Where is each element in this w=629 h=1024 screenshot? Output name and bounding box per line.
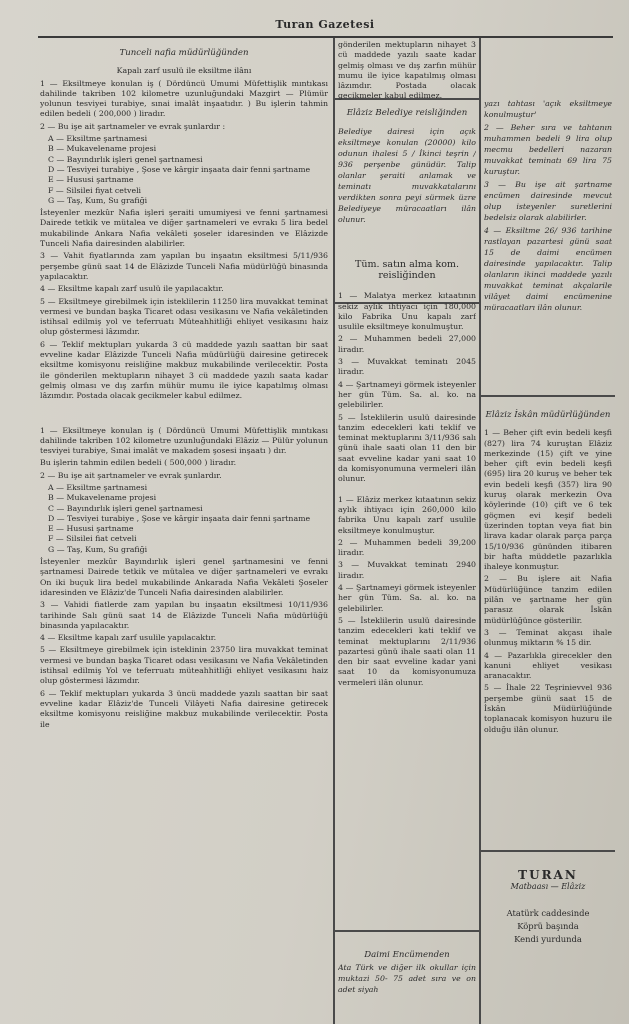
list-item: C — Bayındırlık işleri genel şartnamesi — [48, 503, 203, 513]
tunceli-heading: Tunceli nafia müdürlüğünden — [119, 48, 249, 58]
notice2-item-6: 6 — Teklif mektupları yukarda 3 üncü maddede yazılı saattan bir saat evveline kadar Elâziz'de Tunceli Vilâyeti Nafia dairesine getirecek eksiltme komisyonu reisliğine makbuz mukabilinde verilecektir. Posta ile — [40, 688, 328, 729]
turan-address-line: Kendi yurdunda — [514, 933, 582, 944]
notice2-doc-list — [40, 483, 328, 555]
iskan-block — [484, 406, 612, 737]
notice1-item-4: 4 — Eksiltme kapalı zarf usulü ile yapılacaktır. — [40, 284, 224, 294]
list-item: A — Eksiltme şartnamesi — [48, 482, 148, 492]
list-item: B — Mukavelename projesi — [48, 493, 157, 503]
notice2-item-3: 3 — Vahidi fiatlerde zam yapılan bu inşaatın eksiltmesi 10/11/936 tarihinde Salı günü saat 14 de Elâzizde Tunceli Nafia müdürlüğü binasında yapılacaktır. — [40, 600, 328, 630]
tahta-continuation: yazı tahtası 'açık eksiltmeye konulmuştur' — [484, 99, 612, 119]
list-item: F — Silsilei fiat cetveli — [48, 534, 137, 544]
turan-title: TURAN — [518, 868, 578, 882]
continuation-text: gönderilen mektupların nihayet 3 cü maddede yazılı saate kadar gelmiş olması ve dış zarfın mühür mumu ile iyice kapatılmış olması lâzımdır. Postada olacak gecikmeler kabul edilmez. — [338, 40, 476, 101]
list-item: 4 — Şartnameyi görmek isteyenler her gün Tüm. Sa. al. ko. na gelebilirler. — [338, 379, 476, 410]
list-item: G — Taş, Kum, Su grafiği — [48, 544, 148, 554]
notice1-doc-list — [40, 134, 328, 206]
spacer — [40, 404, 328, 426]
spacer — [338, 227, 476, 253]
belediye-heading: Elâziz Belediye reisliğinden — [346, 108, 468, 118]
notice1-intro: Kapalı zarf usulü ile eksiltme ilânı — [116, 66, 252, 76]
turan-address-line: Atatürk caddesinde — [506, 907, 590, 918]
list-item: 5 — İsteklilerin usulü dairesinde tanzim edecekleri kati teklif ve teminat mektuplarını 2/11/936 pazartesi günü ihale saati olan 11 den bir saat evveline kadar yani saat 10 da komisyonumuza vermeleri ilân olunur. — [338, 615, 476, 687]
masthead-rule — [38, 36, 613, 38]
list-item: 4 — Şartnameyi görmek isteyenler her gün Tüm. Sa. al. ko. na gelebilirler. — [338, 583, 476, 613]
notice1-item-1: 1 — Eksiltmeye konulan iş ( Dördüncü Umumi Müfettişlik mıntıkası dahilinde takriben 102 kilometre uzunluğundaki Mazgirt — Plümür yolunun tesviyei turabiye, sınai imalât inşaatıdır. ) Bu işlerin tahmin edilen bedeli ( 200,000 ) liradır. — [40, 78, 328, 119]
list-item: 3 — Muvakkat teminatı 2940 liradır. — [338, 560, 476, 580]
list-item: G — Taş, Kum, Su grafiği — [48, 195, 148, 205]
list-item: 2 — Bu işlere ait Nafia Müdürlüğünce tanzim edilen pilân ve şartname her gün parasız olarak İskân müdürlüğünce gösterilir. — [484, 574, 612, 625]
notice1-item-6: 6 — Teklif mektupları yukarda 3 cü maddede yazılı saattan bir saat evveline kadar Elâzizde Tunceli Nafia müdürlüğü dairesine getirecek eksiltme komisyonu reisliğine makbuz mukabilinde verilecektir. Posta ile gönderilen mektupların nihayet 3 cü maddede yazılı saata kadar gelmiş olması ve dış zarfın mühür mumu ile iyice kapatılmış olması lâzımdır. Postada olacak gecikmeler kabul edilmez. — [40, 339, 328, 401]
list-item: E — Hususi şartname — [48, 524, 134, 534]
list-item: B — Mukavelename projesi — [48, 144, 157, 154]
daimi-heading: Daimi Encümenden — [364, 950, 450, 960]
notice2-paragraph: İsteyenler mezkûr Bayındırlık işleri genel şartnamesini ve fenni şartnamesi Dairede tetkik ve mütalea ve diğer şartnameleri ve evrakı On iki buçuk lira bedel mukabilinde Ankarada Nafia Vekâleti Şoseler idaresinden ve Elâziz'de Tunceli Nafia dairesinden alabilirler. — [40, 557, 328, 597]
list-item: 1 — Malatya merkez kıtaatının sekiz aylık ihtiyacı için 180,000 kilo Fabrika Unu kapalı zarf usulile eksiltmeye konulmuştur. — [338, 291, 476, 332]
list-item: 1 — Elâziz merkez kıtaatının sekiz aylık ihtiyacı için 260,000 kilo fabrika Unu kapalı zarf usulile eksiltmeye konulmuştur. — [338, 494, 476, 535]
column-divider-1 — [333, 38, 335, 1024]
masthead-title: Turan Gazetesi — [275, 18, 375, 31]
list-item: 3 — Muvakkat teminatı 2045 liradır. — [338, 357, 476, 377]
column-2 — [338, 40, 476, 1022]
list-item: 5 — İsteklilerin usulü dairesinde tanzim edecekleri kati teklif ve teminat mektuplarını 3/11/936 salı günü ihale saati olan 11 den bir saat evveline kadar yani saat 10 da komisyonumuna vermeleri ilân olunur. — [338, 412, 476, 484]
list-item: 1 — Beher çift evin bedeli keşfi (827) lira 74 kuruştan Elâziz merkezinde (15) çift ve yine beher çift evin bedeli keşfi (695) lira 20 kuruş ve beher tek evin bedeli keşfi (357) lira 90 kuruş olarak merkezin Ova köylerinde (10) çift ve 6 tek göçmen evi keşif bedeli üzerinden toptan veya fiat bin lirava kadar olarak parça parça 15/10/936 gününden itibaren bir hafta müddetle pazarlıkla ihaleye konmuştur. — [484, 428, 612, 572]
notice2-item-1: 1 — Eksiltmeye konulan iş ( Dördüncü Umumi Müfettişlik mıntıkası dahilinde takriben 102 kilometre uzunluğundaki Elâziz — Pülür yolunun tesviyei turabiye, Sınai imalât ve makadem şosesi inşaatı ) dır. — [40, 425, 328, 456]
column-divider-2 — [479, 38, 481, 1024]
list-item: D — Tesviyei turabiye , Şose ve kârgir inşaata dair fenni şartname — [48, 164, 311, 174]
list-item: F — Silsilei fiyat cetveli — [48, 185, 142, 195]
list-item: 4 — Pazarlıkla girecekler den kanuni ehliyet vesikası aranacaktır. — [484, 650, 612, 681]
notice2-item-5: 5 — Eksiltmeye girebilmek için isteklinin 23750 lira muvakkat teminat vermesi ve bundan başka Ticaret odası vesikasını ve Nafia Vekâletinden istihsal edilmiş Yol ve teferruatı müteahhitliği ehliyet vesikasını haiz olup göstermesi lâzımdır. — [40, 645, 328, 686]
belediye-notice: Belediye dairesi için açık eksiltmeye konulan (20000) kilo odunun ihalesi 5 / İkinci teşrin / 936 perşenbe günüdür. Talip olanlar şeraiti anlamak ve teminatı muvakkatalarını verdikten sonra peyi sürmek üzre Belediyeye müracaatları ilân olunur. — [338, 127, 476, 225]
list-item: 3 — Teminat akçası ihale olunmuş miktarın % 15 dir. — [484, 627, 612, 648]
turan-subtitle: Matbaası — Elâziz — [510, 882, 586, 892]
list-item: 3 — Bu işe ait şartname encümen dairesinde mevcut olup isteyenler suretlerini bedelsiz olarak alabilirler. — [484, 180, 612, 222]
notice2-price: Bu işlerin tahmin edilen bedeli ( 500,000 ) liradır. — [40, 458, 237, 468]
iskan-heading: Elâziz İskân müdürlüğünden — [485, 410, 611, 420]
spacer — [338, 487, 476, 495]
notice1-paragraph: İsteyenler mezkûr Nafia işleri şeraiti umumiyesi ve fenni şartnamesi Dairede tetkik ve mütalea ve diğer şartnameleri ve evrakı 5 lira bedel mukabilinde Ankara Nafia vekâleti şoseler idaresinden ve Elâzizde Tunceli Nafia dairesinden alabilirler. — [40, 208, 328, 249]
daimi-notice: Ata Türk ve diğer ilk okullar için muktazi 50- 75 adet sıra ve on adet siyah — [338, 963, 476, 995]
notice2-item-2: 2 — Bu işe ait şartnameler ve evrak şunlardır. — [40, 470, 222, 480]
list-item: D — Tesviyei turabiye , Şose ve kârgir inşaata dair fenni şartname — [48, 513, 311, 523]
turan-address-line: Köprü başında — [517, 920, 579, 931]
notice1-item-5: 5 — Eksiltmeye girebilmek için isteklilerin 11250 lira muvakkat teminat vermesi ve bundan başka Ticaret odası vesikasını ve Nafia vekâletinden istihsal edilmiş yol ve teferruatı Müteahhitliği ehliyet vesikasını haiz olup göstermesi lâzımdır. — [40, 296, 328, 337]
notice1-item-3: 3 — Vahit fiyatlarında zam yapılan bu inşaatın eksiltmesi 5/11/936 perşembe günü saat 14 de Elâzizde Tunceli Nafia müdürlüğü binasında yapılacaktır. — [40, 251, 328, 281]
satin-alma-heading: Tüm. satın alma kom. reisliğinden — [355, 259, 459, 282]
column-3 — [484, 98, 612, 1022]
daimi-block — [338, 946, 476, 997]
turan-matbaa-block — [484, 856, 612, 946]
notice2-item-4: 4 — Eksiltme kapalı zarf usulile yapılacaktır. — [40, 633, 217, 643]
list-item: 4 — Eksiltme 26/ 936 tarihine rastlayan pazartesi günü saat 15 de daimi encümen dairesinde yapılacaktır. Talip olanların ikinci maddede yazılı muvakkat teminat akçalarile vilâyet daimi encümenine müracaatları ilân olunur. — [484, 226, 612, 312]
list-item: A — Eksiltme şartnamesi — [48, 134, 148, 144]
column-1 — [40, 44, 328, 1022]
list-item: 5 — İhale 22 Teşrinievvel 936 perşembe günü saat 15 de İskân Müdürlüğünde toplanacak komisyon huzuru ile olduğu ilân olunur. — [484, 683, 612, 734]
list-item: 2 — Muhammen bedeli 27,000 liradır. — [338, 334, 476, 354]
list-item: E — Hususi şartname — [48, 175, 134, 185]
list-item: 2 — Muhammen bedeli 39,200 liradır. — [338, 537, 476, 558]
list-item: C — Bayındırlık işleri genel şartnamesi — [48, 154, 203, 164]
list-item: 2 — Beher sıra ve tahtanın muhammen bedeli 9 lira olup mecmu bedelleri nazaran muvakkat teminatı 69 lira 75 kuruştur. — [484, 123, 612, 176]
notice1-item-2: 2 — Bu işe ait şartnameler ve evrak şunlardır : — [40, 121, 226, 131]
